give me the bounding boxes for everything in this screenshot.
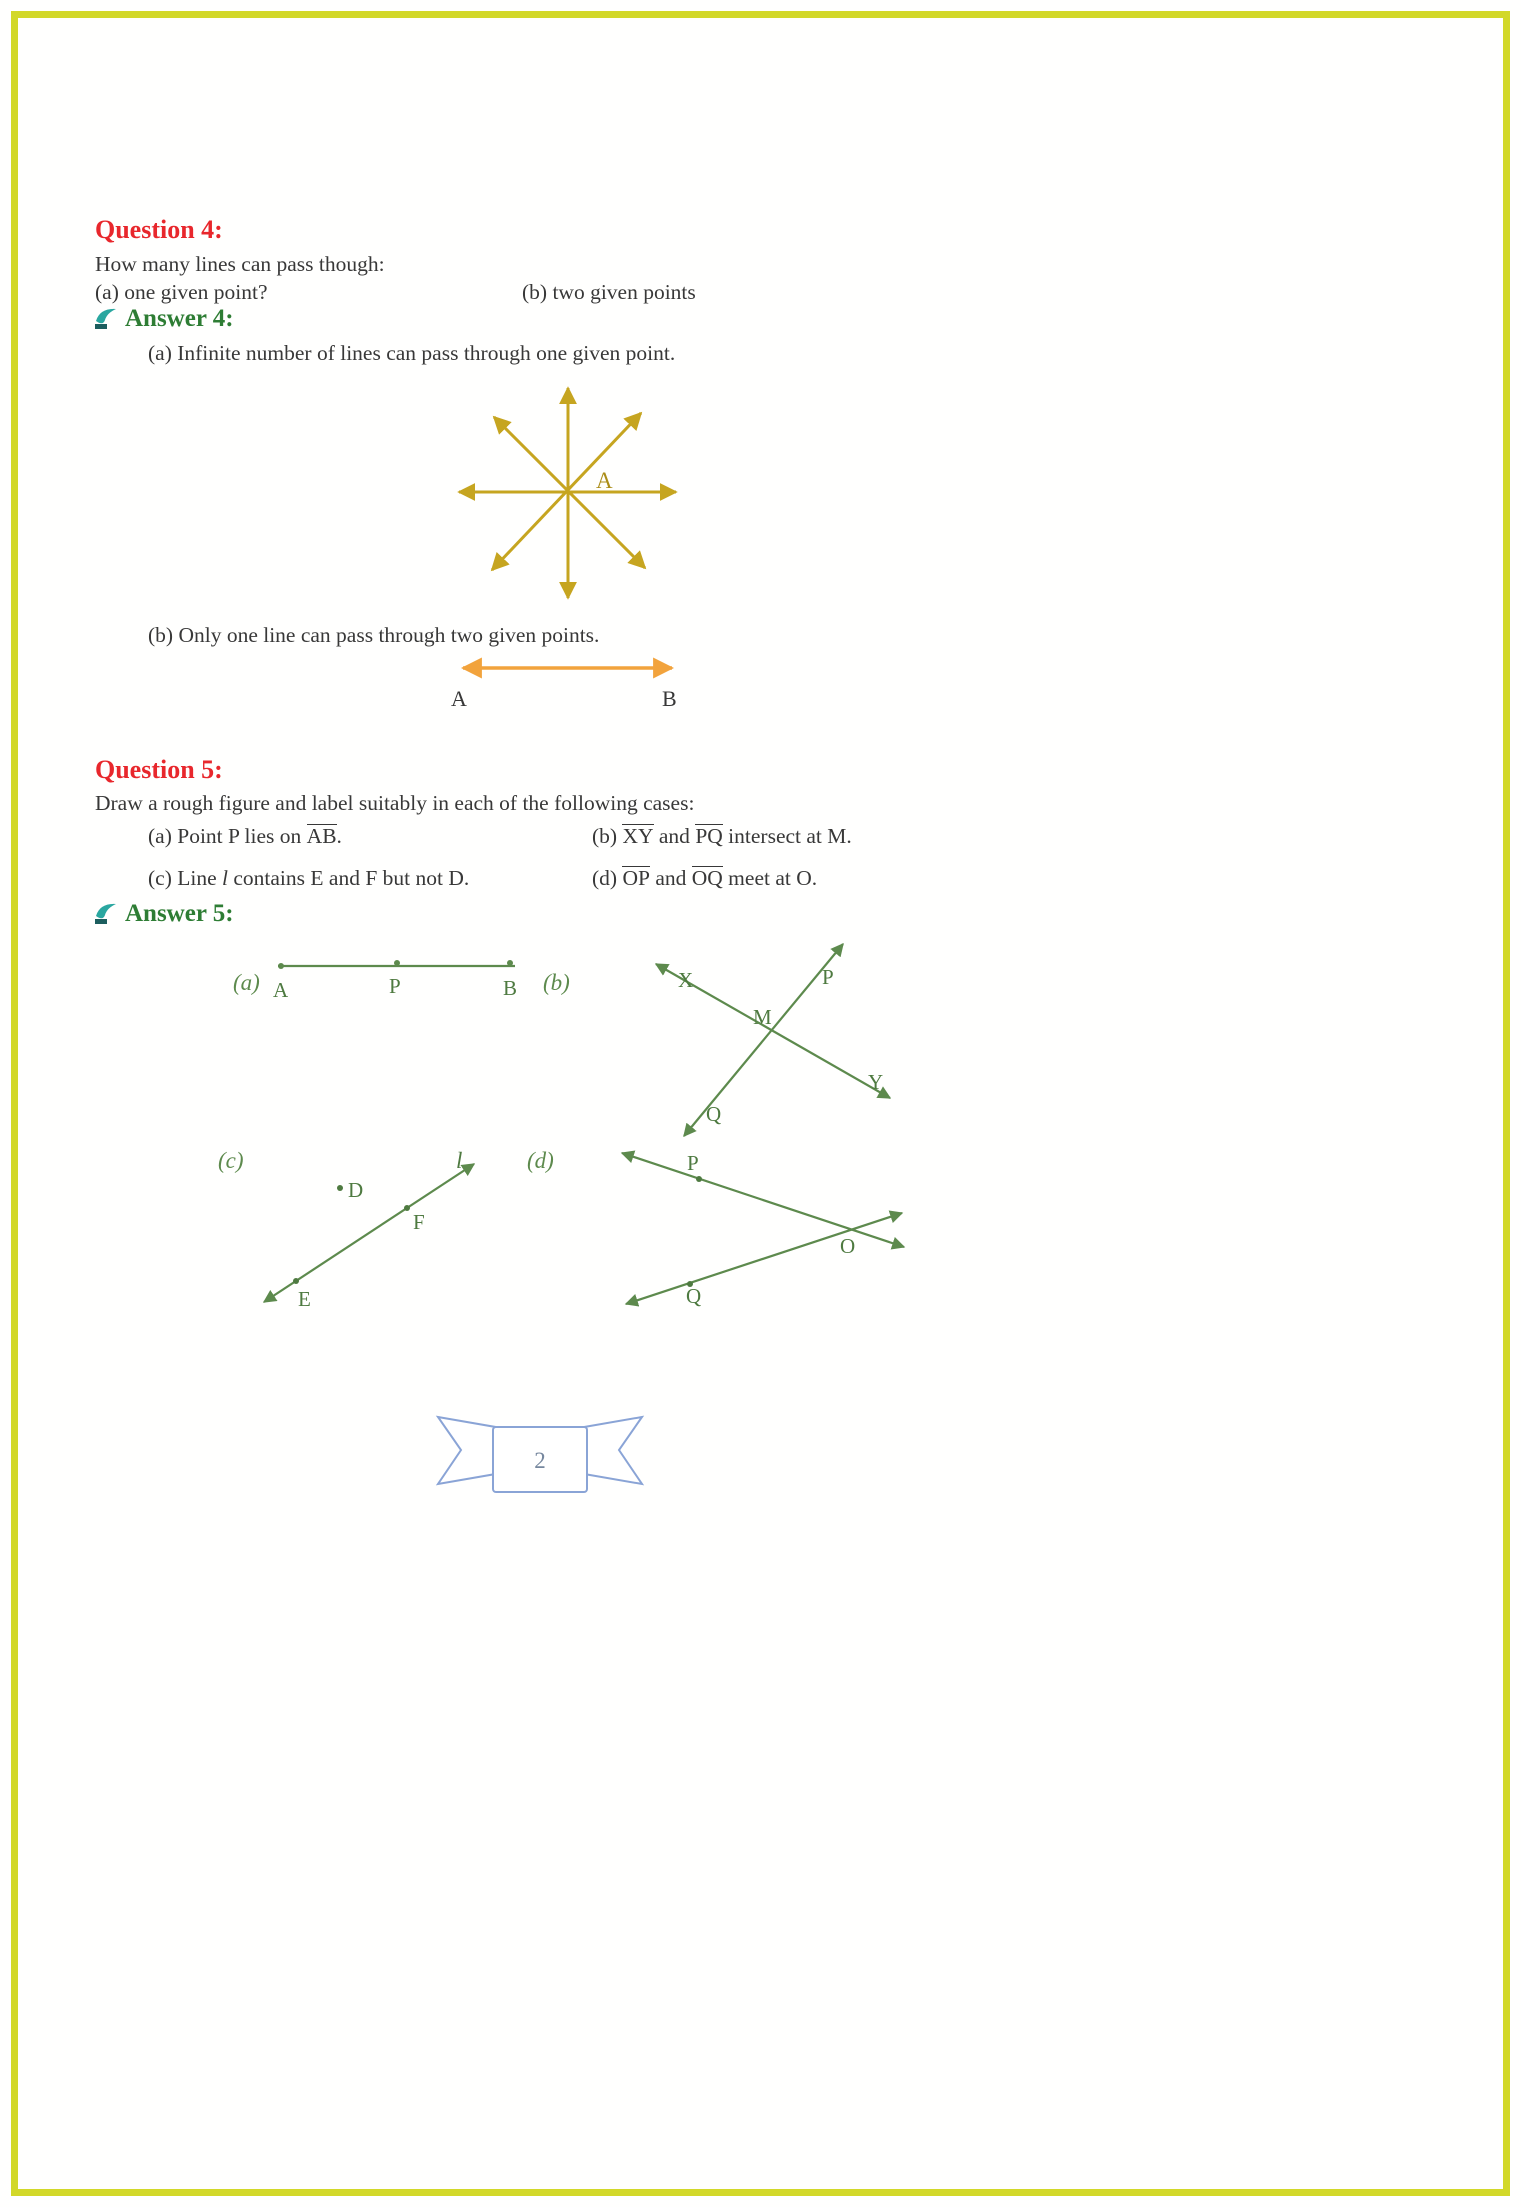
figure-5a-point-on-segment — [233, 960, 517, 1002]
q5-case-a-period: . — [336, 824, 342, 848]
fig-c-label-d: D — [348, 1178, 364, 1202]
fig-a-label-a: A — [273, 978, 289, 1002]
q5-case-d-text1: (d) — [592, 866, 623, 890]
question-5-heading: Question 5: — [95, 755, 223, 784]
q5-case-b-text3: intersect at M. — [722, 824, 852, 848]
fig-c-tag: (c) — [218, 1148, 244, 1173]
fig-c-label-l: l — [456, 1148, 463, 1173]
fig-c-point-d-dot — [337, 1185, 343, 1191]
fig-a-point-a-dot — [278, 963, 284, 969]
figure-5c-line-l — [218, 1148, 474, 1311]
fig-b-label-p: P — [822, 965, 834, 989]
fig-a-point-b-dot — [507, 960, 513, 966]
q5-case-b-overline-xy: XY — [622, 824, 654, 848]
answer-4-heading: Answer 4: — [125, 305, 234, 332]
fig-d-label-o: O — [840, 1234, 856, 1258]
fig-c-point-e-dot — [293, 1278, 299, 1284]
question-4-heading: Question 4: — [95, 215, 223, 244]
fig-b-label-q: Q — [706, 1102, 722, 1126]
fig-a-label-p: P — [389, 974, 401, 998]
q5-case-d-text2: and — [649, 866, 692, 890]
fig-a-tag: (a) — [233, 970, 260, 995]
answer-5-heading: Answer 5: — [125, 900, 234, 927]
fig-d-tag: (d) — [527, 1148, 554, 1173]
fig-c-point-f-dot — [404, 1205, 410, 1211]
fig-a-label-b: B — [503, 976, 518, 1000]
fig-d-label-p: P — [687, 1151, 699, 1175]
q5-case-c-text1: (c) Line — [148, 866, 223, 890]
figure-5b-intersecting-lines — [543, 944, 890, 1136]
q5-intro: Draw a rough figure and label suitably in each of the following cases: — [95, 791, 695, 815]
q5-case-b-text1: (b) — [592, 824, 623, 848]
q5-case-c-text2: contains E and F but not D. — [228, 866, 470, 890]
q5-case-c-line-l: l — [222, 866, 228, 890]
fig-d-point-p-dot — [696, 1176, 702, 1182]
fig-d-line-op — [622, 1153, 904, 1247]
fig-b-tag: (b) — [543, 970, 570, 995]
figure-line-two-points — [451, 668, 677, 711]
q5-case-a-text: (a) Point P lies on — [148, 824, 307, 848]
q4-answer-b: (b) Only one line can pass through two given points. — [148, 623, 600, 647]
fig-d-label-q: Q — [686, 1284, 702, 1308]
q4-option-b: (b) two given points — [522, 280, 696, 304]
segment-label-a: A — [451, 686, 467, 711]
q5-case-d-text3: meet at O. — [722, 866, 818, 890]
segment-label-b: B — [662, 686, 677, 711]
fig-b-label-y: Y — [868, 1070, 884, 1094]
q5-case-a-overline-ab: AB — [306, 824, 337, 848]
fig-b-label-m: M — [753, 1005, 772, 1029]
fig-d-line-oq — [626, 1213, 902, 1304]
q4-option-a: (a) one given point? — [95, 280, 268, 304]
q4-prompt: How many lines can pass though: — [95, 252, 385, 276]
page-number: 2 — [534, 1448, 546, 1473]
q4-answer-a: (a) Infinite number of lines can pass through one given point. — [148, 341, 676, 365]
fig-b-label-x: X — [678, 968, 694, 992]
q5-case-d-overline-op: OP — [622, 866, 650, 890]
figure-lines-through-one-point — [459, 388, 676, 598]
star-point-a-label: A — [596, 468, 613, 493]
q5-case-d-overline-oq: OQ — [691, 866, 723, 890]
q5-case-b-overline-pq: PQ — [695, 824, 723, 848]
fig-a-point-p-dot — [394, 960, 400, 966]
q5-case-b-text2: and — [653, 824, 696, 848]
page-number-ribbon — [438, 1417, 642, 1492]
fig-c-label-e: E — [298, 1287, 311, 1311]
fig-c-label-f: F — [413, 1210, 425, 1234]
figure-5d-rays-meet-at-o — [527, 1148, 904, 1308]
